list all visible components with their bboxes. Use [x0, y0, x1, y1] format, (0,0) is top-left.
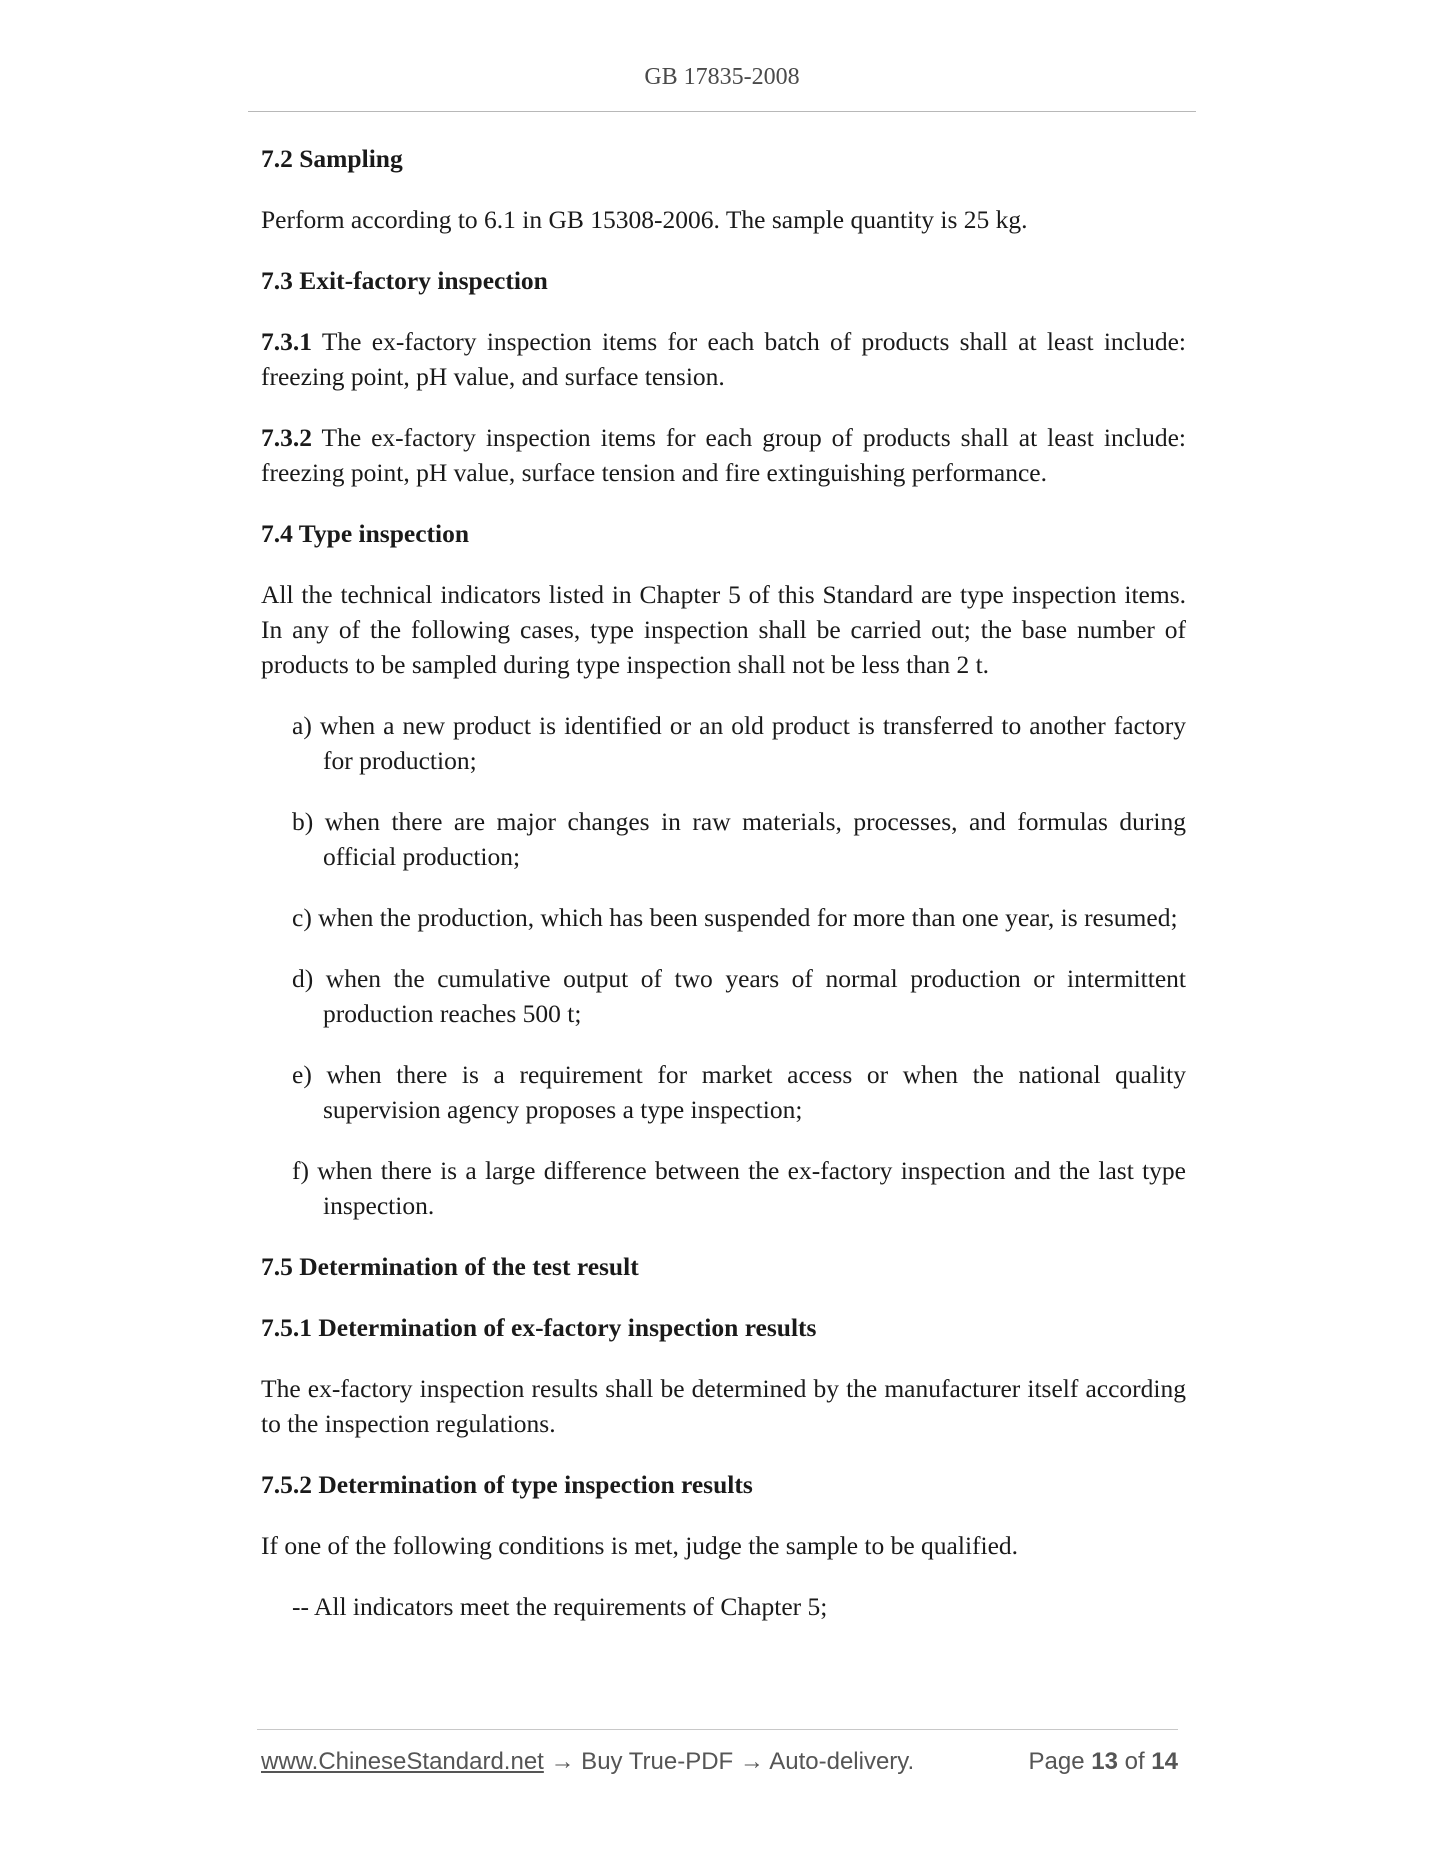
page-header: GB 17835-2008: [644, 64, 800, 90]
section-7-3-1-paragraph: [261, 324, 1186, 394]
list-item: c) when the production, which has been suspended for more than one year, is resumed;: [292, 903, 1178, 932]
page-label: Page: [1028, 1748, 1092, 1775]
section-7-5-1-text: The ex-factory inspection results shall be determined by the manufacturer itself according to the inspection regulations.: [261, 1374, 1186, 1438]
section-7-3-heading: 7.3 Exit-factory inspection: [261, 266, 548, 295]
page-number: [1029, 1748, 1178, 1776]
section-7-4-text: All the technical indicators listed in Chapter 5 of this Standard are type inspection items. In any of the following cases, type inspection shall be carried out; the base number of products to be sampled during type inspection shall not be less than 2 t.: [261, 580, 1186, 679]
section-7-3-1-number: 7.3.1: [261, 327, 312, 356]
section-7-2-heading: 7.2 Sampling: [261, 144, 403, 173]
page-total: 14: [1151, 1748, 1178, 1775]
website-link[interactable]: www.ChineseStandard.net: [261, 1748, 544, 1775]
list-item: e) when there is a requirement for market access or when the national quality supervision agency proposes a type inspection;: [292, 1060, 1186, 1124]
page-of-label: of: [1117, 1748, 1152, 1775]
list-item: b) when there are major changes in raw materials, processes, and formulas during official production;: [292, 807, 1186, 871]
section-7-3-1-text: The ex-factory inspection items for each batch of products shall at least include: freezing point, pH value, and surface tension.: [261, 327, 1186, 391]
section-7-3-2-paragraph: [261, 420, 1186, 490]
footer-divider: [257, 1729, 1178, 1730]
header-divider: [248, 111, 1196, 112]
list-item: f) when there is a large difference between the ex-factory inspection and the last type inspection.: [292, 1156, 1186, 1220]
footer-tagline: → Buy True-PDF → Auto-delivery.: [543, 1748, 915, 1775]
section-7-5-heading: 7.5 Determination of the test result: [261, 1252, 639, 1281]
list-item: -- All indicators meet the requirements of Chapter 5;: [292, 1592, 828, 1621]
section-7-5-1-heading: 7.5.1 Determination of ex-factory inspection results: [261, 1313, 817, 1342]
section-7-3-2-text: The ex-factory inspection items for each group of products shall at least include: freezing point, pH value, surface tension and fire extinguishing performance.: [261, 423, 1186, 487]
section-7-5-2-text: If one of the following conditions is met, judge the sample to be qualified.: [261, 1531, 1019, 1560]
section-7-5-2-heading: 7.5.2 Determination of type inspection results: [261, 1470, 753, 1499]
section-7-3-2-number: 7.3.2: [261, 423, 312, 452]
page-current: 13: [1091, 1748, 1118, 1775]
list-item: a) when a new product is identified or an old product is transferred to another factory for production;: [292, 711, 1186, 775]
section-7-4-heading: 7.4 Type inspection: [261, 519, 470, 548]
section-7-2-text: Perform according to 6.1 in GB 15308-2006. The sample quantity is 25 kg.: [261, 205, 1028, 234]
page-content: [261, 141, 1186, 1650]
footer-left: [261, 1748, 914, 1776]
list-item: d) when the cumulative output of two years of normal production or intermittent production reaches 500 t;: [292, 964, 1186, 1028]
